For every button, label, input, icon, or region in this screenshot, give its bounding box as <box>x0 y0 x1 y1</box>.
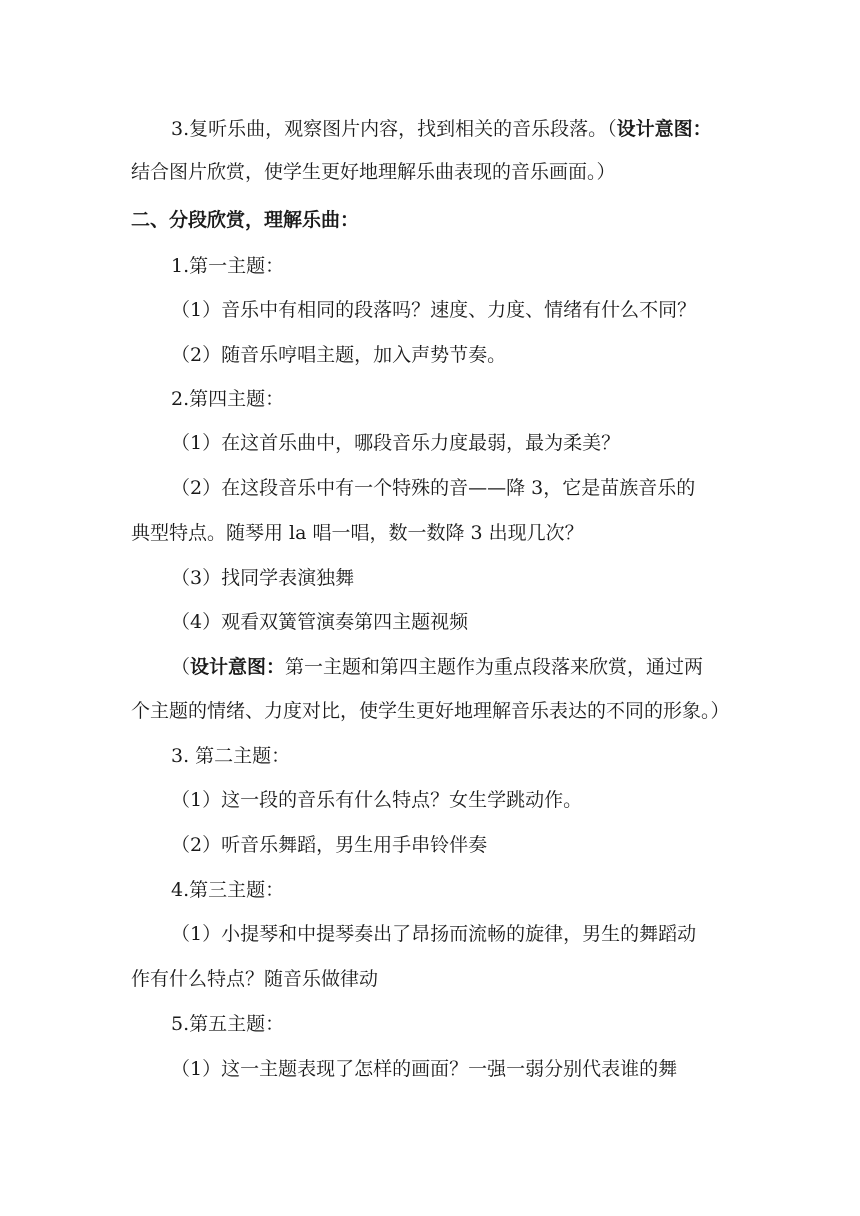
open-paren: （ <box>171 656 191 678</box>
replay-text: 3.复听乐曲，观察图片内容，找到相关的音乐段落。（ <box>171 118 617 140</box>
paragraph-replay-line1 <box>171 116 712 142</box>
theme3-heading: 4.第三主题： <box>171 879 285 901</box>
theme4-question-1: （1）在这首乐曲中，哪段音乐力度最弱，最为柔美？ <box>171 432 621 454</box>
theme4-question-2-line2: 典型特点。随琴用 la 唱一唱，数一数降 3 出现几次？ <box>131 522 584 544</box>
theme4-question-2-line1: （2）在这段音乐中有一个特殊的音——降 3，它是苗族音乐的 <box>171 477 696 499</box>
design-intent-label: 设计意图： <box>616 118 712 140</box>
design-intent-2-line2: 个主题的情绪、力度对比，使学生更好地理解音乐表达的不同的形象。） <box>131 700 730 722</box>
theme4-question-4: （4）观看双簧管演奏第四主题视频 <box>171 611 469 633</box>
theme1-question-1: （1）音乐中有相同的段落吗？速度、力度、情绪有什么不同？ <box>171 299 697 321</box>
design-intent-label-2: 设计意图： <box>190 656 286 678</box>
theme2-question-2: （2）听音乐舞蹈，男生用手串铃伴奏 <box>171 834 488 856</box>
section-heading: 二、分段欣赏，理解乐曲： <box>131 209 360 231</box>
theme1-heading: 1.第一主题： <box>171 255 285 277</box>
design-intent-2-line1 <box>171 654 703 680</box>
theme1-question-2: （2）随音乐哼唱主题，加入声势节奏。 <box>171 344 507 366</box>
theme3-question-1-line1: （1）小提琴和中提琴奏出了昂扬而流畅的旋律，男生的舞蹈动 <box>171 923 697 945</box>
theme2-question-1: （1）这一段的音乐有什么特点？女生学跳动作。 <box>171 789 583 811</box>
design-intent-2-text: 第一主题和第四主题作为重点段落来欣赏，通过两 <box>285 656 704 678</box>
theme5-question-1-line1: （1）这一主题表现了怎样的画面？一强一弱分别代表谁的舞 <box>171 1058 678 1080</box>
paragraph-replay-line2: 结合图片欣赏，使学生更好地理解乐曲表现的音乐画面。） <box>131 161 616 183</box>
theme4-question-3: （3）找同学表演独舞 <box>171 567 355 589</box>
theme2-heading: 3. 第二主题： <box>171 745 291 767</box>
theme5-heading: 5.第五主题： <box>171 1013 285 1035</box>
theme3-question-1-line2: 作有什么特点？随音乐做律动 <box>131 968 379 990</box>
theme4-heading: 2.第四主题： <box>171 388 285 410</box>
